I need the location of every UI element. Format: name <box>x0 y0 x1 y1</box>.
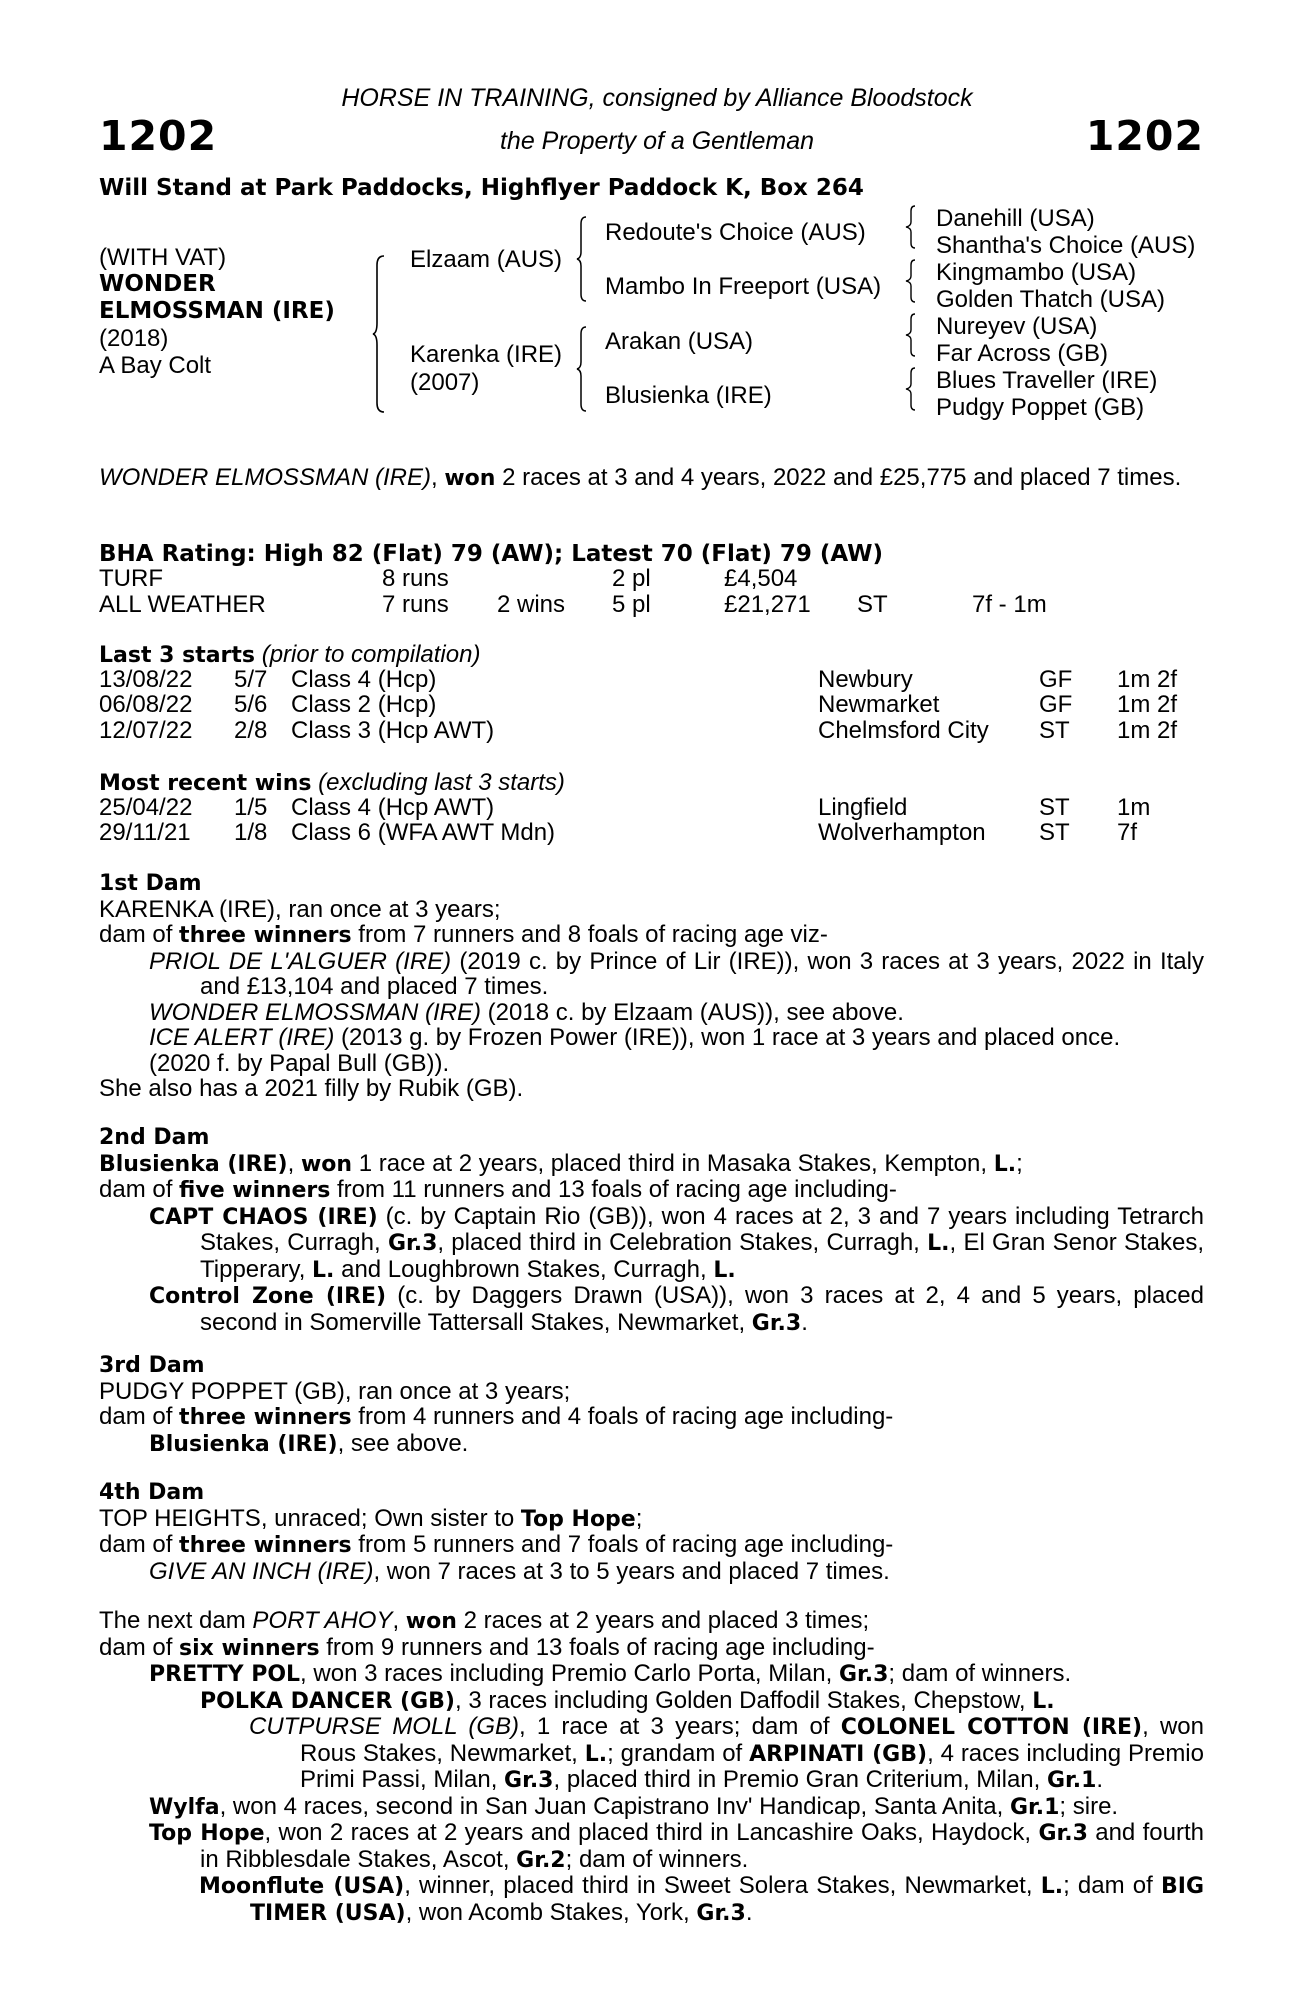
sire-name: Elzaam (AUS) <box>410 246 563 273</box>
horse-name-line2: ELMOSSMAN (IRE) <box>99 298 335 324</box>
text: , 3 races including Golden Daffodil Stakes, Chepstow, <box>455 1686 1033 1714</box>
text: , won 2 races at 2 years and placed third in Lancashire Oaks, Haydock, <box>264 1819 1039 1846</box>
win-distance: 7f <box>1117 819 1138 846</box>
recent-wins-heading <box>99 769 565 797</box>
consignor-line: HORSE IN TRAINING, consigned by Alliance Bloodstock <box>341 84 973 112</box>
summary-text: 2 races at 3 and 4 years, 2022 and £25,775 and placed 7 times. <box>495 464 1182 491</box>
recent-win-row <box>99 795 1204 820</box>
produce-entry <box>99 1559 1204 1585</box>
text: from 4 runners and 4 foals of racing age including- <box>351 1403 894 1430</box>
rating-distance: 7f - 1m <box>972 591 1047 618</box>
listed-tag: L. <box>312 1257 335 1283</box>
text: from 5 runners and 7 foals of racing age including- <box>351 1531 894 1558</box>
text: and fourth in Ribblesdale Stakes, Ascot, <box>200 1819 1204 1873</box>
pedigree-brace-g3 <box>905 313 917 357</box>
last-starts-note: (prior to compilation) <box>261 641 481 668</box>
lot-number-right: 1202 <box>1085 112 1204 160</box>
produce-text: (2019 c. by Prince of Lir (IRE)), won 3 races at 3 years, 2022 in Italy and £13,104 and placed 7 times. <box>200 947 1204 1000</box>
start-date: 06/08/22 <box>99 691 193 718</box>
rating-runs: 7 runs <box>382 591 449 618</box>
winners-count: three winners <box>179 1533 352 1558</box>
last-starts-title: Last 3 starts <box>99 643 256 668</box>
text: 2 races at 2 years and placed 3 times; <box>456 1607 870 1634</box>
produce-entry <box>99 1820 1204 1873</box>
horse-year: (2018) <box>99 325 169 352</box>
produce-name: COLONEL COTTON (IRE) <box>840 1715 1143 1740</box>
text: , won Rous Stakes, Newmarket, <box>300 1713 1204 1767</box>
produce-name: PRETTY POL <box>149 1662 301 1687</box>
last-start-row <box>99 667 1204 692</box>
rating-surface: TURF <box>99 565 163 592</box>
text: dam of <box>99 1176 180 1203</box>
third-dam-heading: 3rd Dam <box>99 1353 205 1378</box>
recent-wins-note: (excluding last 3 starts) <box>318 769 565 796</box>
win-class: Class 6 (WFA AWT Mdn) <box>291 819 556 846</box>
winners-count: three winners <box>179 923 352 948</box>
group-tag: Gr.3 <box>751 1310 802 1336</box>
group-tag: Gr.1 <box>1009 1794 1060 1820</box>
text: . <box>801 1308 808 1336</box>
last-starts-heading <box>99 641 480 669</box>
third-dam-intro: PUDGY POPPET (GB), ran once at 3 years; <box>99 1377 571 1405</box>
produce-name: ICE ALERT (IRE) <box>149 1024 335 1051</box>
produce-text: (2018 c. by Elzaam (AUS)), see above. <box>481 998 904 1026</box>
text: , El Gran Senor Stakes, Tipperary, <box>200 1229 1205 1283</box>
second-dam-produce-summary <box>99 1177 1204 1204</box>
listed-tag: L. <box>1032 1688 1055 1714</box>
text: from 9 runners and 13 foals of racing age including- <box>319 1633 875 1661</box>
produce-name: BIG TIMER (USA) <box>250 1874 1204 1926</box>
win-class: Class 4 (Hcp AWT) <box>291 794 495 821</box>
rating-earnings: £21,271 <box>724 591 811 618</box>
listed-tag: L. <box>993 1151 1017 1177</box>
produce-entry <box>99 1283 1204 1336</box>
start-going: GF <box>1039 666 1073 693</box>
pedigree-brace-g1 <box>905 205 917 249</box>
second-dam-heading: 2nd Dam <box>99 1125 210 1150</box>
group-tag: Gr.2 <box>516 1847 566 1873</box>
text: dam of <box>99 1403 180 1430</box>
produce-name: Moonflute (USA) <box>199 1874 405 1899</box>
group-tag: Gr.1 <box>1046 1768 1097 1793</box>
text: , placed third in Celebration Stakes, Curragh, <box>437 1229 928 1256</box>
text: ; <box>1016 1149 1023 1177</box>
produce-text: (2013 g. by Frozen Power (IRE)), won 1 race at 3 years and placed once. <box>334 1024 1121 1051</box>
produce-entry <box>99 1661 1204 1688</box>
start-course: Chelmsford City <box>818 717 989 744</box>
next-dam-intro <box>99 1608 1204 1635</box>
third-dam-section <box>99 1353 1204 1457</box>
produce-name: Top Hope <box>149 1821 265 1846</box>
rating-wins: 2 wins <box>497 591 566 618</box>
text: , placed third in Premio Gran Criterium, Milan, <box>553 1766 1047 1793</box>
summary-won: won <box>444 466 496 491</box>
text: ; <box>635 1504 643 1532</box>
summary-horse-name: WONDER ELMOSSMAN (IRE) <box>99 464 432 491</box>
produce-name: GIVE AN INCH (IRE) <box>149 1557 374 1585</box>
start-distance: 1m 2f <box>1117 666 1178 693</box>
text: ; grandam of <box>607 1739 750 1767</box>
text: (c. by Captain Rio (GB)), won 4 races at 2, 3 and 7 years including Tetrarch Stakes, Curragh, <box>200 1202 1205 1256</box>
pedigree-brace-main <box>372 255 386 413</box>
second-dam-section <box>99 1125 1204 1336</box>
ancestor-1: Danehill (USA) <box>936 205 1095 232</box>
win-course: Lingfield <box>818 794 908 821</box>
text: . <box>745 1898 753 1926</box>
start-course: Newmarket <box>818 691 940 718</box>
group-tag: Gr.3 <box>696 1900 746 1926</box>
text: ; dam of winners. <box>565 1845 749 1873</box>
dam-dam: Blusienka (IRE) <box>605 382 772 409</box>
third-dam-produce-summary <box>99 1404 1204 1431</box>
produce-name: CUTPURSE MOLL (GB) <box>249 1713 519 1740</box>
ancestor-8: Pudgy Poppet (GB) <box>936 394 1145 421</box>
dam-name: PORT AHOY <box>252 1607 393 1634</box>
group-tag: Gr.3 <box>504 1768 554 1793</box>
dam-year: (2007) <box>410 369 480 396</box>
start-distance: 1m 2f <box>1117 691 1178 718</box>
text: dam of <box>99 921 180 948</box>
text: , <box>392 1607 406 1634</box>
rating-going: ST <box>857 591 888 618</box>
winners-count: five winners <box>179 1178 331 1203</box>
produce-entry <box>99 1688 1204 1715</box>
first-dam-note: She also has a 2021 filly by Rubik (GB). <box>99 1075 524 1102</box>
stabling-line: Will Stand at Park Paddocks, Highflyer Paddock K, Box 264 <box>99 175 864 201</box>
dam-sire: Arakan (USA) <box>605 328 754 355</box>
first-dam-produce-summary <box>99 922 1204 949</box>
next-dam-section <box>99 1608 1204 1926</box>
pedigree-brace-g4 <box>905 367 917 411</box>
start-date: 13/08/22 <box>99 666 193 693</box>
group-tag: Gr.3 <box>387 1231 438 1256</box>
relative-name: Top Hope <box>520 1506 636 1532</box>
win-going: ST <box>1039 794 1070 821</box>
won-label: won <box>405 1609 457 1634</box>
sire-sire: Redoute's Choice (AUS) <box>605 219 866 246</box>
start-distance: 1m 2f <box>1117 717 1178 744</box>
last-start-row <box>99 692 1204 717</box>
horse-description: A Bay Colt <box>99 352 212 379</box>
produce-name: PRIOL DE L'ALGUER (IRE) <box>149 947 452 975</box>
win-date: 25/04/22 <box>99 794 193 821</box>
text: The next dam <box>99 1607 253 1634</box>
start-course: Newbury <box>818 666 913 693</box>
rating-earnings: £4,504 <box>724 565 798 592</box>
text: dam of <box>99 1531 180 1558</box>
produce-entry <box>99 1204 1204 1284</box>
text: , <box>287 1149 301 1177</box>
start-going: GF <box>1039 691 1073 718</box>
text: . <box>1096 1766 1104 1793</box>
start-position: 5/6 <box>234 691 268 718</box>
fourth-dam-heading: 4th Dam <box>99 1480 205 1505</box>
produce-entry <box>99 1794 1204 1821</box>
start-position: 2/8 <box>234 717 268 744</box>
rating-placed: 5 pl <box>612 591 651 618</box>
rating-row-all-weather <box>99 592 1204 617</box>
second-dam-intro <box>99 1151 1204 1178</box>
text: 1 race at 2 years, placed third in Masaka Stakes, Kempton, <box>352 1149 994 1177</box>
win-course: Wolverhampton <box>818 819 986 846</box>
last-start-row <box>99 718 1204 743</box>
rating-runs: 8 runs <box>382 565 449 592</box>
text: dam of <box>99 1633 180 1661</box>
text: , won Acomb Stakes, York, <box>405 1898 697 1926</box>
vendor-line: the Property of a Gentleman <box>499 127 815 155</box>
pedigree-brace-dam <box>576 326 588 412</box>
listed-tag: L. <box>927 1231 950 1256</box>
win-position: 1/8 <box>234 819 268 846</box>
produce-name: ARPINATI (GB) <box>749 1741 928 1767</box>
produce-entry <box>99 1025 1204 1051</box>
dam-name: Blusienka (IRE) <box>99 1151 288 1177</box>
text: , see above. <box>337 1429 469 1457</box>
produce-entry: (2020 f. by Papal Bull (GB)). <box>149 1049 450 1077</box>
produce-entry <box>99 1431 1204 1458</box>
pedigree-brace-g2 <box>905 259 917 303</box>
fourth-dam-intro <box>99 1506 1204 1533</box>
text: ; sire. <box>1059 1792 1119 1820</box>
group-tag: Gr.3 <box>838 1662 889 1687</box>
produce-name: Wylfa <box>149 1794 220 1820</box>
listed-tag: L. <box>1040 1874 1064 1899</box>
pedigree-brace-sire <box>576 216 588 302</box>
next-dam-produce-summary <box>99 1635 1204 1662</box>
first-dam-intro: KARENKA (IRE), ran once at 3 years; <box>99 895 501 923</box>
rating-placed: 2 pl <box>612 565 651 592</box>
fourth-dam-produce-summary <box>99 1532 1204 1559</box>
text: TOP HEIGHTS, unraced; Own sister to <box>99 1504 521 1532</box>
winners-count: three winners <box>179 1405 352 1430</box>
text: , 4 races including Premio Primi Passi, Milan, <box>300 1739 1204 1793</box>
produce-entry <box>99 1873 1204 1926</box>
ancestor-4: Golden Thatch (USA) <box>936 286 1165 313</box>
horse-name-line1: WONDER <box>99 271 216 297</box>
text: ; dam of <box>1063 1872 1161 1899</box>
produce-name: POLKA DANCER (GB) <box>200 1688 455 1714</box>
win-date: 29/11/21 <box>99 819 191 846</box>
ancestor-2: Shantha's Choice (AUS) <box>936 232 1196 259</box>
text: and Loughbrown Stakes, Curragh, <box>334 1255 714 1283</box>
group-tag: Gr.3 <box>1038 1821 1088 1846</box>
produce-name: Blusienka (IRE) <box>149 1431 338 1457</box>
text: from 7 runners and 8 foals of racing age viz- <box>351 921 828 948</box>
sire-dam: Mambo In Freeport (USA) <box>605 273 882 300</box>
text: , won 3 races including Premio Carlo Porta, Milan, <box>300 1660 839 1687</box>
recent-win-row <box>99 820 1204 845</box>
winners-count: six winners <box>179 1635 320 1661</box>
first-dam-section <box>99 871 1204 1102</box>
text: , won 7 races at 3 to 5 years and placed 7 times. <box>373 1557 890 1585</box>
fourth-dam-section <box>99 1480 1204 1584</box>
dam-name: Karenka (IRE) <box>410 341 563 368</box>
produce-name: WONDER ELMOSSMAN (IRE) <box>149 998 482 1026</box>
start-class: Class 2 (Hcp) <box>291 691 437 718</box>
ancestor-7: Blues Traveller (IRE) <box>936 367 1158 394</box>
rating-surface: ALL WEATHER <box>99 591 266 618</box>
ancestor-6: Far Across (GB) <box>936 340 1109 367</box>
text: , won 4 races, second in San Juan Capistrano Inv' Handicap, Santa Anita, <box>219 1792 1010 1820</box>
ancestor-5: Nureyev (USA) <box>936 313 1098 340</box>
listed-tag: L. <box>584 1741 608 1767</box>
text: (c. by Daggers Drawn (USA)), won 3 races at 2, 4 and 5 years, placed second in Somerville Tattersall Stakes, Newmarket, <box>200 1282 1204 1336</box>
produce-name: Control Zone (IRE) <box>149 1284 387 1309</box>
text: ; dam of winners. <box>888 1660 1072 1687</box>
start-class: Class 3 (Hcp AWT) <box>291 717 495 744</box>
text: , 1 race at 3 years; dam of <box>519 1713 841 1740</box>
start-date: 12/07/22 <box>99 717 193 744</box>
text: from 11 runners and 13 foals of racing age including- <box>330 1176 897 1203</box>
win-going: ST <box>1039 819 1070 846</box>
vat-note: (WITH VAT) <box>99 244 227 271</box>
start-position: 5/7 <box>234 666 268 693</box>
race-summary: WONDER ELMOSSMAN (IRE), won 2 races at 3 and 4 years, 2022 and £25,775 and placed 7 times. <box>99 464 1182 491</box>
recent-wins-title: Most recent wins <box>99 771 312 796</box>
bha-rating-heading: BHA Rating: High 82 (Flat) 79 (AW); Latest 70 (Flat) 79 (AW) <box>99 541 884 567</box>
produce-entry <box>99 1000 1204 1026</box>
produce-entry <box>99 1714 1204 1794</box>
text: , winner, placed third in Sweet Solera Stakes, Newmarket, <box>404 1872 1041 1899</box>
win-position: 1/5 <box>234 794 268 821</box>
first-dam-heading: 1st Dam <box>99 871 202 896</box>
rating-row-turf <box>99 566 1204 591</box>
won-label: won <box>300 1151 353 1177</box>
produce-entry <box>99 949 1204 1000</box>
win-distance: 1m <box>1117 794 1151 821</box>
lot-number-left: 1202 <box>99 112 218 160</box>
start-going: ST <box>1039 717 1070 744</box>
listed-tag: L. <box>713 1257 736 1283</box>
start-class: Class 4 (Hcp) <box>291 666 437 693</box>
produce-name: CAPT CHAOS (IRE) <box>149 1204 378 1230</box>
ancestor-3: Kingmambo (USA) <box>936 259 1137 286</box>
